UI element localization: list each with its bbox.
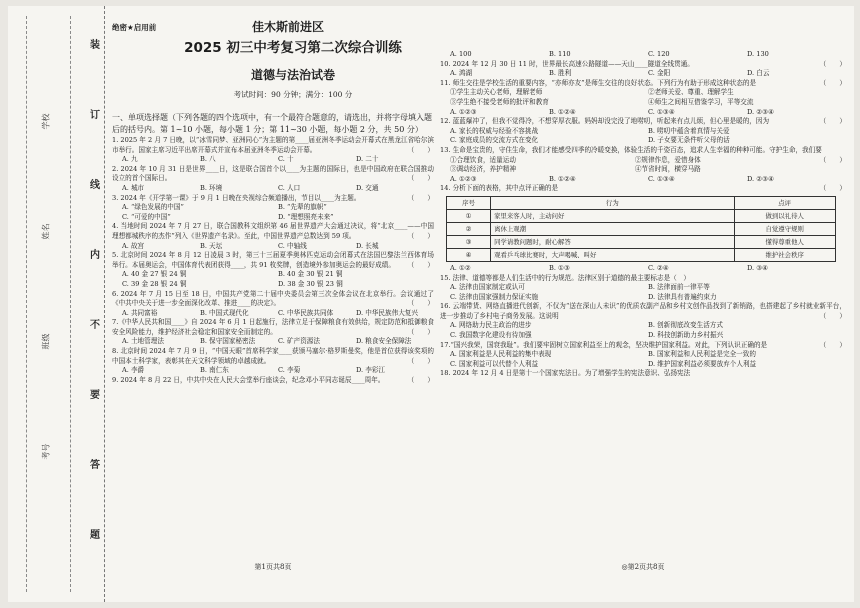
table-cell: 家里来客人时，主动问好 [491,209,735,222]
options: A. ①②③ B. ①②④ C. ①③④ D. ②③④ [450,174,774,183]
region-label: 佳木斯前进区 [252,20,325,34]
table-header: 点评 [734,196,835,209]
options: A. 鸿湖 B. 胜利 C. 金阳 D. 白云 [450,69,770,78]
question-17: 17.“国兴我荣，国衰我耻”。我们要牢固树立国家利益至上的观念，坚决维护国家利益。对此，下列认识正确的是 （ ） [440,340,846,349]
options: A. 100 B. 110 C. 120 D. 130 [450,50,769,58]
exam-sheet [8,6,854,602]
seal-word: 订 [90,110,100,121]
options: A. 40 金 27 银 24 铜 B. 40 金 30 银 21 铜 C. 39 金 28 银 24 铜 D. 38 金 30 银 23 铜 [122,270,343,288]
table-cell: ④ [447,248,491,261]
exam-title: 2025 初三中考复习第二次综合训练 [184,40,402,56]
question-1: 1. 2025 年 2 月 7 日晚，以“冰雪同梦、亚洲同心”为主题的第____届亚洲冬季运动会开幕式在黑龙江省哈尔滨市举行。国家主席习近平出席开幕式并宣布本届亚洲冬季运动会开幕。 （ ） [112,136,434,154]
seal-word: 题 [90,530,100,541]
options: A. 李爵 B. 南仁东 C. 李菊 D. 李彩江 [122,366,386,375]
question-16: 16. 云端带货、网络直播进代创新，不仅为“送在深山人未识”的优质农副产品和乡村文创作品找到了新销路，也搭建起了乡村就业新平台，进一步推动了乡村电子商务发展。这说明 （ ） [440,302,846,320]
options: A. 法律由国家制定或认可 B. 法律面前一律平等 C. 法律由国家强制力保证实施 D. 法律具有普遍约束力 [450,283,717,301]
question-10: 10. 2024 年 12 月 30 日 11 时，世界最长高速公路隧道——天山____隧道全线贯通。 （ ） [440,59,846,68]
table-cell: ① [447,209,491,222]
page-one [112,6,434,602]
name-field-label: 姓名 [41,223,51,240]
secret-label: 绝密★启用前 [112,23,157,32]
question-3: 3. 2024 年《开学第一课》于 9 月 1 日晚在央视综合频道播出，节目以____为主题。 （ ） [112,193,434,202]
options: A. 共同富裕 B. 中国式现代化 C. 中华民族共同体 D. 中华民族伟大复兴 [122,308,418,317]
options: A. 城市 B. 环境 C. 人口 D. 交通 [122,183,379,192]
table-row [447,222,836,235]
exam-number-field-label: 考号 [41,443,51,460]
page-footer: ◎第2页共8页 [621,563,665,571]
table-cell: 做到以礼待人 [734,209,835,222]
question-14: 14. 分析下面的表格，其中点评正确的是 （ ） [440,184,846,193]
table-row [447,248,836,261]
question-7: 7.《中华人民共和国____》自 2024 年 6 月 1 日起施行，法律立足于保障粮食有效供给，规定防范和抵御粮食安全风险能力，维护经济社会稳定和国家安全而制定的。 （ ） [112,318,434,336]
table-header: 行为 [491,196,735,209]
seal-word: 答 [90,460,100,471]
question-5: 5. 北京时间 2024 年 8 月 12 日凌晨 3 时，第三十三届夏季奥林匹克运动会闭幕式在法国巴黎法兰西体育场举行。本届奥运会，中国体育代表团获得____，共 91 枚奖牌，创造境外参加奥运会的最好成绩。 （ ） [112,251,434,269]
options: A. ①② B. ①③ C. ②④ D. ③④ [450,263,769,272]
school-field-label: 学校 [41,113,51,130]
question-6: 6. 2024 年 7 月 15 日至 18 日，中国共产党第二十届中央委员会第三次全体会议在北京举行。会议通过了《中共中央关于进一步全面深化改革、推进____的决定》。 （ ） [112,289,434,308]
section-heading: 一、单项选择题（下列各题的四个选项中，有一个最符合题意的，请选出，并将字母填入题后的括号内。第 1~10 小题，每小题 1 分；第 11~30 小题，每小题 2 分，共 50 分） [112,113,432,134]
options: A. 国家利益是人民利益的集中表现 B. 国家利益和人民利益是完全一致的 C. 国家利益可以代替个人利益 D. 维护国家利益必须要放弃个人利益 [450,350,757,368]
seal-word: 不 [90,320,100,331]
table-cell: ② [447,222,491,235]
fold-line-outer [26,16,27,592]
question-4: 4. 当地时间 2024 年 7 月 27 日，联合国教科文组织第 46 届世界遗产大会通过决议，将“北京____——中国理想都城秩序的杰作”列入《世界遗产名录》。至此，中国世界遗产总数达到 59 项。 （ ） [112,222,434,240]
class-field-label: 班级 [41,333,51,350]
binding-margin [8,6,105,602]
question-8: 8. 北京时间 2024 年 7 月 9 日，“中国天眼”首席科学家____获颁马塞尔·格罗斯曼奖，他是首位获得该奖项的中国本土科学家，表彰其在天文科学领域的卓越成就。 （ ） [112,347,434,365]
question-13: 13. 生命是宝贵的，守住生命，我们才能感受四季的冷暖变换，体验生活的千姿百态，追求人生幸福的种种可能。守护生命，我们要 （ ） [440,145,846,164]
options: A. 网络助力民主政治的进步 B. 创新彻底改变生活方式 C. 我国数字化建设有待加强 D. 科技创新助力乡村振兴 [450,321,724,340]
table-cell: 维护社会秩序 [734,248,835,261]
table-row [447,209,836,222]
table-cell: ③ [447,235,491,248]
exam-subtitle: 道德与法治试卷 [250,68,335,82]
statements: ①合理饮食，适量运动 ②规律作息，爱惜身体 ③调动经济，养护精神 ④节省时间，横穿马路 [450,155,701,174]
options: A. 九 B. 八 C. 十 D. 二十 [122,155,379,164]
question-11: 11. 师生交往是学校生活的重要内容，“亦师亦友”是师生交往的良好状态。下列行为有助于形成这种状态的是 （ ） [440,78,846,87]
table-header: 序号 [447,196,491,209]
question-2: 2. 2024 年 10 月 31 日是世界____日，这是联合国首个以____为主题的国际日，也是中国政府在联合国推动设立的首个国际日。 （ ） [112,164,434,183]
seal-word: 装 [90,40,100,51]
options: A. ①②③ B. ①②④ C. ①③④ D. ②③④ [450,107,774,116]
table-cell: 自觉遵守规则 [734,222,835,235]
question-18: 18. 2024 年 12 月 4 日是第十一个国家宪法日。为了增强学生的宪法意识、弘扬宪法 [440,369,691,378]
question-12: 12. 蓝蓝爆冲了，但我不觉得冷，不想穿厚衣服。妈妈却没完没了地唠叨，听起来有点儿烦，但心里是暖的，因为 （ ） [440,117,846,126]
table-cell: 离休上观潮 [491,222,735,235]
table-header-row [447,196,836,209]
page-header [112,6,434,32]
table-cell: 同学请教问题时，耐心解答 [491,235,735,248]
statements: ①学生主动关心老师，理解老师 ②老师关爱、尊重、理解学生 ③学生绝不接受老师的批评和教育 ④师生之间相互借鉴学习，平等交流 [450,88,754,106]
page-two [440,6,846,602]
options: A. 故宫 B. 天坛 C. 中轴线 D. 长城 [122,241,379,250]
seal-word: 内 [90,250,100,261]
options: A. “绿色发展的中国” B. “先辈的旗帜” C. “可爱的中国” D. “理想照亮未来” [122,203,334,221]
fold-line-inner [70,16,71,592]
question-9: 9. 2024 年 8 月 22 日，中共中央在人民大会堂举行座谈会，纪念邓小平同志诞辰____周年。 （ ） [112,375,434,384]
options: A. 土地管理法 B. 保守国家秘密法 C. 矿产资源法 D. 粮食安全保障法 [122,337,412,346]
seal-word: 线 [90,180,100,191]
page-footer: 第1页共8页 [254,563,292,571]
exam-meta: 考试时间：90 分钟；满分：100 分 [233,90,353,99]
question-15: 15. 法律、道德等都是人们生活中的行为规范。法律区别于道德的最主要标志是（ ） [440,273,690,282]
seal-word: 要 [90,390,100,401]
table-row [447,235,836,248]
options: A. 家长的权威与经验不容挑战 B. 唠叨中蕴含着真情与关爱 C. 家庭成员的交流方式在变化 D. 子女要无条件听父母的话 [450,126,730,145]
table-cell: 懂得尊重他人 [734,235,835,248]
question-14-table [446,196,836,262]
table-cell: 观看乒乓球比赛时，大声喝喊、叫好 [491,248,735,261]
